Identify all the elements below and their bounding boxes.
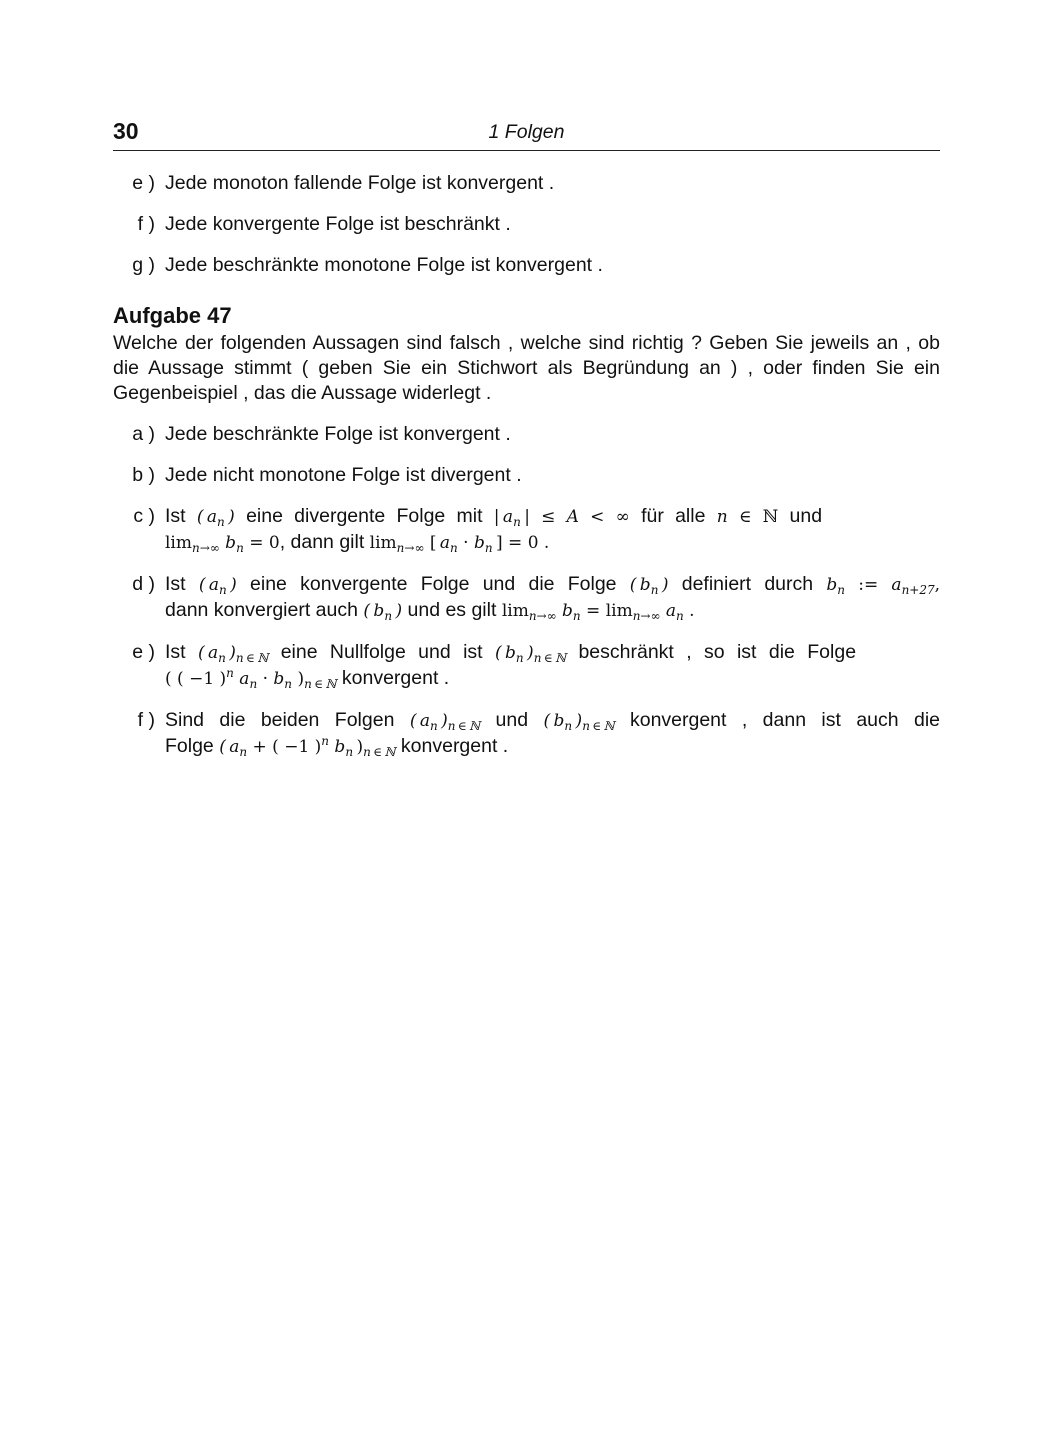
math-expression: ( $a_n$ )$_{n \in ℕ}$ bbox=[197, 643, 269, 665]
list-item bbox=[113, 640, 856, 692]
math-expression: ( $b_n$ ) bbox=[629, 575, 669, 597]
task-items-list bbox=[113, 422, 940, 760]
item-label: c ) bbox=[133, 505, 155, 527]
math-expression: $\lim_{n\to\infty} b_n = \lim_{n\to\infty} a_n$ . bbox=[501, 601, 695, 623]
item-line: Ist ( $a_n$ ) eine divergente Folge mit | $a_n$ | ≤ A < ∞ für alle n ∈ ℕ und bbox=[165, 505, 823, 529]
item-line: ( ( −1 )$^n$ $a_n \cdot b_n$ )$_{n \in ℕ}$ konvergent . bbox=[165, 666, 450, 691]
math-expression: ( $a_n$ )$_{n \in ℕ}$ bbox=[409, 711, 481, 733]
item-label: b ) bbox=[132, 464, 155, 486]
item-label: e ) bbox=[132, 172, 155, 194]
math-expression: n ∈ ℕ bbox=[716, 507, 779, 527]
item-label: a ) bbox=[132, 423, 155, 445]
math-expression: ( $a_n$ + ( −1 )$^n$ $b_n$ )$_{n \in ℕ}$ bbox=[219, 734, 396, 759]
item-line: $\lim_{n\to\infty} b_n = 0$, dann gilt $\lim_{n\to\infty}$ [ $a_n \cdot b_n$ ] = 0 . bbox=[165, 531, 550, 555]
list-item bbox=[113, 212, 940, 237]
math-expression: ( $b_n$ )$_{n \in ℕ}$ bbox=[495, 643, 567, 665]
math-expression: $b_n$ := $a_{n+27}$, bbox=[826, 575, 941, 597]
page-number: 30 bbox=[113, 118, 139, 144]
item-label: f ) bbox=[137, 213, 155, 235]
page-header bbox=[113, 118, 940, 151]
list-item bbox=[113, 504, 822, 556]
task-title: Aufgabe 47 bbox=[113, 303, 232, 328]
item-line: Sind die beiden Folgen ( $a_n$ )$_{n \in ℕ}$ und ( $b_n$ )$_{n \in ℕ}$ konvergent , dann ist auch die bbox=[165, 709, 941, 733]
item-line: Ist ( $a_n$ ) eine konvergente Folge und die Folge ( $b_n$ ) definiert durch $b_n$ := $a_{n+27}$, bbox=[165, 573, 941, 597]
item-line: Ist ( $a_n$ )$_{n \in ℕ}$ eine Nullfolge und ist ( $b_n$ )$_{n \in ℕ}$ beschränkt , so ist die Folge bbox=[165, 641, 857, 665]
task-intro: Welche der folgenden Aussagen sind falsch , welche sind richtig ? Geben Sie jeweils an , ob die Aussage stimmt ( geben Sie ein Stichwort als Begründung an ) , oder finden Sie ein Gegenbeispiel , das die Aussage widerlegt . bbox=[113, 332, 940, 404]
item-label: e ) bbox=[132, 641, 155, 663]
previous-items-list bbox=[113, 171, 940, 278]
list-item bbox=[113, 572, 940, 624]
item-line: Folge ( $a_n$ + ( −1 )$^n$ $b_n$ )$_{n \in ℕ}$ konvergent . bbox=[165, 734, 509, 759]
list-item bbox=[113, 708, 940, 760]
item-text: Jede konvergente Folge ist beschränkt . bbox=[165, 213, 511, 235]
list-item bbox=[113, 171, 940, 196]
math-expression: $\lim_{n\to\infty} b_n = 0$ bbox=[165, 533, 280, 555]
math-expression: ( ( −1 )$^n$ $a_n \cdot b_n$ )$_{n \in ℕ}$ bbox=[165, 666, 337, 691]
item-line: dann konvergiert auch ( $b_n$ ) und es gilt $\lim_{n\to\infty} b_n = \lim_{n\to\infty} a_n$ . bbox=[165, 599, 695, 623]
math-expression: ( $a_n$ ) bbox=[198, 575, 237, 597]
math-expression: | $a_n$ | ≤ A < ∞ bbox=[493, 507, 630, 529]
item-label: d ) bbox=[132, 573, 155, 595]
item-text: Jede beschränkte Folge ist konvergent . bbox=[165, 423, 511, 445]
list-item bbox=[113, 463, 940, 488]
item-text: Jede monoton fallende Folge ist konvergent . bbox=[165, 172, 555, 194]
item-text: Jede beschränkte monotone Folge ist konvergent . bbox=[165, 254, 603, 276]
math-expression: ( $b_n$ ) bbox=[363, 601, 403, 623]
math-expression: ( $b_n$ )$_{n \in ℕ}$ bbox=[543, 711, 615, 733]
item-label: f ) bbox=[137, 709, 155, 731]
list-item bbox=[113, 253, 940, 278]
math-expression: ( $a_n$ ) bbox=[196, 507, 235, 529]
running-head: 1 Folgen bbox=[488, 121, 565, 143]
item-label: g ) bbox=[132, 254, 155, 276]
item-text: Jede nicht monotone Folge ist divergent . bbox=[165, 464, 522, 486]
list-item bbox=[113, 422, 940, 447]
math-expression: $\lim_{n\to\infty}$ [ $a_n \cdot b_n$ ] = 0 . bbox=[369, 533, 550, 555]
